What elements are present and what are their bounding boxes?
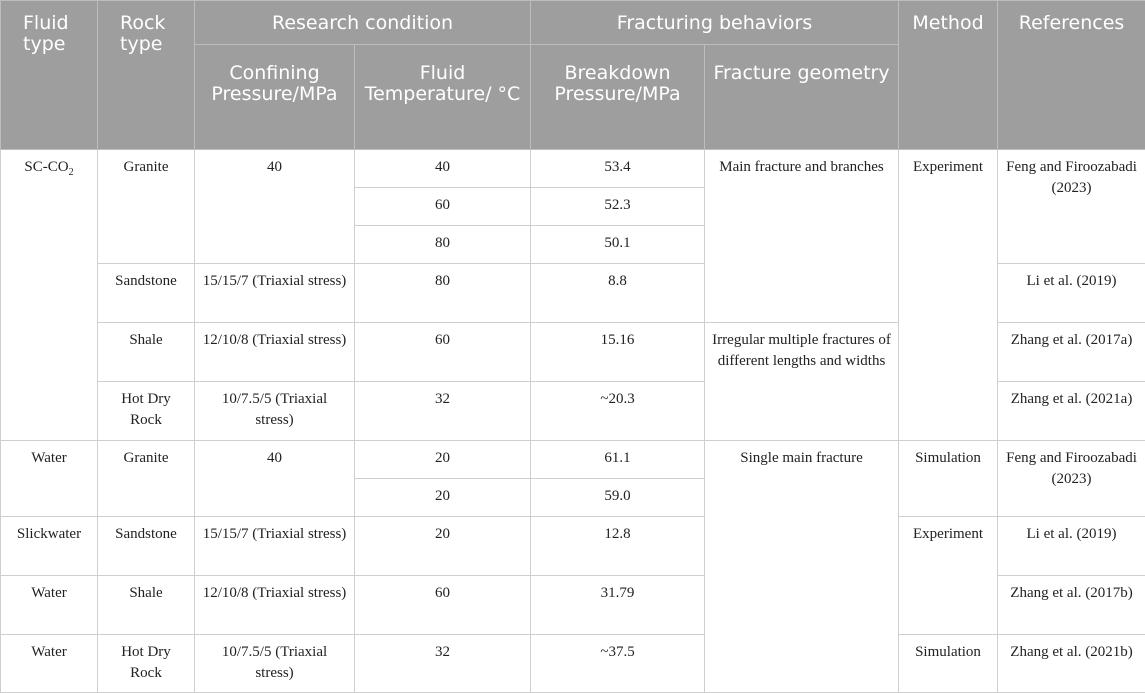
fracture-geometry-cell: Main fracture and branches	[705, 150, 899, 323]
fracture-geometry-cell: Single main fracture	[705, 441, 899, 693]
header-rock-type: Rock type	[98, 1, 195, 150]
header-fracture-geometry: Fracture geometry	[705, 45, 899, 150]
breakdown-pressure-cell: ~37.5	[531, 635, 705, 693]
method-cell: Experiment	[899, 517, 998, 635]
breakdown-pressure-cell: 59.0	[531, 479, 705, 517]
rock-type-cell: Sandstone	[98, 517, 195, 576]
rock-type-cell: Shale	[98, 323, 195, 382]
fluid-temperature-cell: 80	[355, 226, 531, 264]
fluid-type-cell: Water	[1, 441, 98, 517]
rock-type-cell: Granite	[98, 150, 195, 264]
confining-pressure-cell: 12/10/8 (Triaxial stress)	[195, 323, 355, 382]
fluid-type-subscript: 2	[69, 167, 74, 178]
header-fluid-temperature: Fluid Temperature/ °C	[355, 45, 531, 150]
reference-cell: Feng and Firoozabadi (2023)	[998, 441, 1145, 517]
rock-type-cell: Shale	[98, 576, 195, 635]
header-research-condition: Research condition	[195, 1, 531, 45]
breakdown-pressure-cell: 52.3	[531, 188, 705, 226]
header-confining-pressure: Confining Pressure/MPa	[195, 45, 355, 150]
method-cell: Simulation	[899, 635, 998, 693]
confining-pressure-cell: 40	[195, 150, 355, 264]
fluid-temperature-cell: 80	[355, 264, 531, 323]
confining-pressure-cell: 12/10/8 (Triaxial stress)	[195, 576, 355, 635]
table-row	[1, 441, 1145, 479]
method-cell: Experiment	[899, 150, 998, 441]
breakdown-pressure-cell: 12.8	[531, 517, 705, 576]
breakdown-pressure-cell: ~20.3	[531, 382, 705, 441]
breakdown-pressure-cell: 15.16	[531, 323, 705, 382]
fluid-type-cell: Water	[1, 635, 98, 693]
fluid-type-cell: Water	[1, 576, 98, 635]
breakdown-pressure-cell: 31.79	[531, 576, 705, 635]
fluid-temperature-cell: 60	[355, 188, 531, 226]
breakdown-pressure-cell: 8.8	[531, 264, 705, 323]
reference-cell: Zhang et al. (2021b)	[998, 635, 1145, 693]
confining-pressure-cell: 15/15/7 (Triaxial stress)	[195, 264, 355, 323]
table-row	[1, 635, 1145, 693]
method-cell: Simulation	[899, 441, 998, 517]
header-method: Method	[899, 1, 998, 150]
breakdown-pressure-cell: 61.1	[531, 441, 705, 479]
fluid-temperature-cell: 60	[355, 323, 531, 382]
rock-type-cell: Hot Dry Rock	[98, 382, 195, 441]
fluid-temperature-cell: 20	[355, 479, 531, 517]
reference-cell: Zhang et al. (2017a)	[998, 323, 1145, 382]
reference-cell: Zhang et al. (2021a)	[998, 382, 1145, 441]
fluid-temperature-cell: 32	[355, 382, 531, 441]
fluid-temperature-cell: 20	[355, 441, 531, 479]
confining-pressure-cell: 10/7.5/5 (Triaxial stress)	[195, 635, 355, 693]
breakdown-pressure-cell: 50.1	[531, 226, 705, 264]
fluid-temperature-cell: 32	[355, 635, 531, 693]
header-references: References	[998, 1, 1145, 150]
header-row-1	[1, 1, 1145, 45]
header-fluid-type: Fluid type	[1, 1, 98, 150]
rock-type-cell: Sandstone	[98, 264, 195, 323]
fluid-type-text: SC-CO	[24, 159, 68, 175]
fluid-temperature-cell: 60	[355, 576, 531, 635]
confining-pressure-cell: 15/15/7 (Triaxial stress)	[195, 517, 355, 576]
table-row	[1, 150, 1145, 188]
header-fracturing-behaviors: Fracturing behaviors	[531, 1, 899, 45]
table-row	[1, 517, 1145, 576]
rock-type-cell: Hot Dry Rock	[98, 635, 195, 693]
reference-cell: Feng and Firoozabadi (2023)	[998, 150, 1145, 264]
confining-pressure-cell: 10/7.5/5 (Triaxial stress)	[195, 382, 355, 441]
rock-type-cell: Granite	[98, 441, 195, 517]
fracture-geometry-cell: Irregular multiple fractures of different lengths and widths	[705, 323, 899, 441]
fluid-temperature-cell: 20	[355, 517, 531, 576]
reference-cell: Li et al. (2019)	[998, 264, 1145, 323]
reference-cell: Li et al. (2019)	[998, 517, 1145, 576]
header-breakdown-pressure: Breakdown Pressure/MPa	[531, 45, 705, 150]
reference-cell: Zhang et al. (2017b)	[998, 576, 1145, 635]
fluid-type-cell: Slickwater	[1, 517, 98, 576]
confining-pressure-cell: 40	[195, 441, 355, 517]
breakdown-pressure-cell: 53.4	[531, 150, 705, 188]
fluid-type-cell	[1, 150, 98, 441]
fluid-temperature-cell: 40	[355, 150, 531, 188]
